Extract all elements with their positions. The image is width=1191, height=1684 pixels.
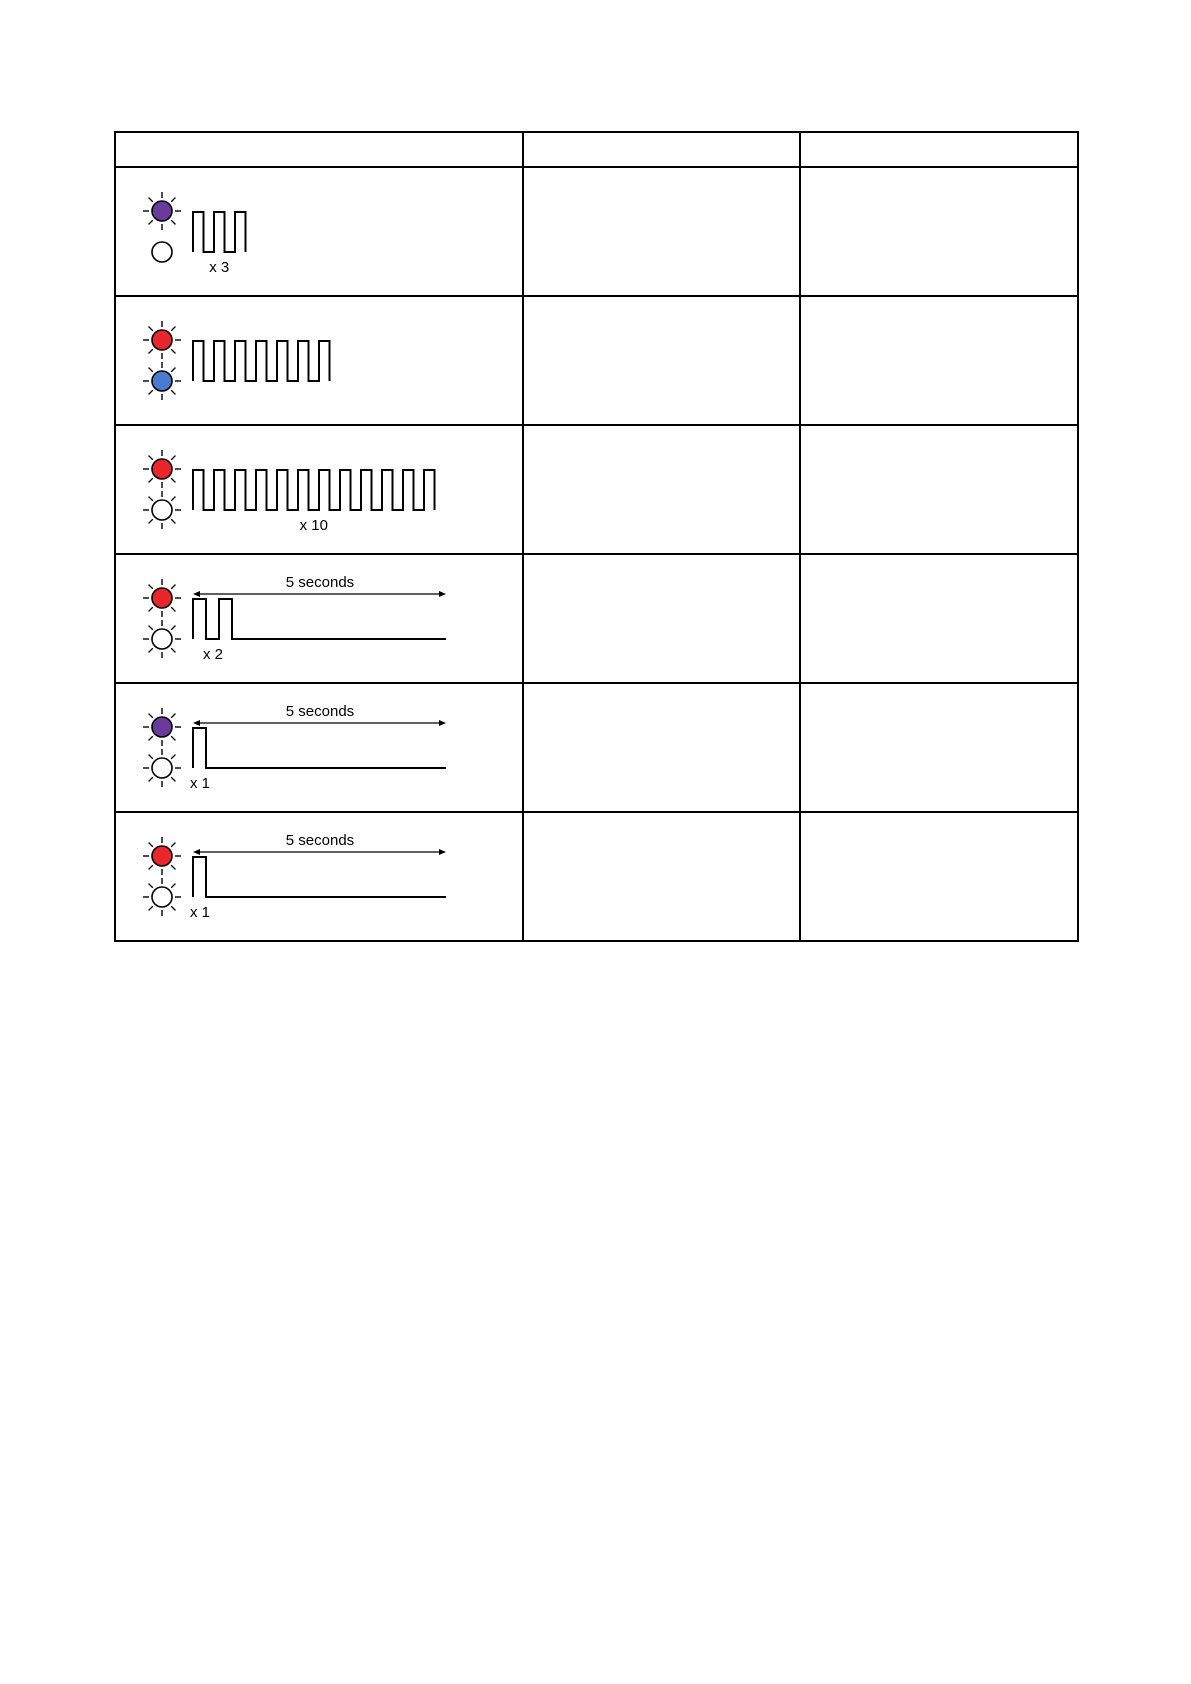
count-label: x 10: [299, 517, 328, 534]
header-cell-1: [115, 132, 523, 167]
pulse-waveform: [193, 599, 446, 639]
pattern-row: [115, 683, 1078, 812]
count-label: x 2: [202, 646, 224, 663]
led-top-icon: [143, 708, 181, 746]
led-bottom-icon: [143, 620, 181, 658]
arrow-right-head: [439, 591, 446, 597]
led-pattern-diagram: [116, 555, 524, 682]
led-bottom-icon: [143, 878, 181, 916]
pattern-row: [115, 425, 1078, 554]
led-bottom-icon: [143, 362, 181, 400]
arrow-right-head: [439, 849, 446, 855]
count-label: x 1: [189, 904, 211, 921]
pattern-cell: [115, 167, 523, 296]
pulse-waveform: [193, 212, 246, 252]
duration-label: 5 seconds: [285, 574, 355, 591]
table-body: [115, 132, 1078, 941]
action-cell: [800, 425, 1078, 554]
pattern-cell: [115, 554, 523, 683]
action-cell: [800, 296, 1078, 425]
action-cell: [800, 167, 1078, 296]
led-bottom-icon: [143, 491, 181, 529]
arrow-left-head: [193, 591, 200, 597]
pattern-cell: [115, 812, 523, 941]
pulse-waveform: [193, 728, 446, 768]
led-pattern-diagram: [116, 426, 524, 553]
action-cell: [800, 554, 1078, 683]
arrow-left-head: [193, 720, 200, 726]
arrow-left-head: [193, 849, 200, 855]
description-cell: [523, 812, 800, 941]
led-top-icon: [143, 321, 181, 359]
description-cell: [523, 425, 800, 554]
duration-label: 5 seconds: [285, 703, 355, 720]
led-pattern-diagram: [116, 297, 524, 424]
description-cell: [523, 296, 800, 425]
header-cell-3: [800, 132, 1078, 167]
description-cell: [523, 554, 800, 683]
pattern-cell: [115, 296, 523, 425]
pattern-row: [115, 296, 1078, 425]
pattern-cell: [115, 683, 523, 812]
action-cell: [800, 812, 1078, 941]
pattern-row: [115, 554, 1078, 683]
led-bottom-icon: [143, 749, 181, 787]
header-cell-2: [523, 132, 800, 167]
led-bottom-icon: [152, 242, 172, 262]
pulse-waveform: [193, 341, 330, 381]
description-cell: [523, 167, 800, 296]
pulse-waveform: [193, 470, 435, 510]
count-label: x 1: [189, 775, 211, 792]
pulse-waveform: [193, 857, 446, 897]
pattern-row: [115, 167, 1078, 296]
led-top-icon: [143, 837, 181, 875]
action-cell: [800, 683, 1078, 812]
duration-label: 5 seconds: [285, 832, 355, 849]
led-pattern-diagram: [116, 813, 524, 940]
led-top-icon: [143, 579, 181, 617]
arrow-right-head: [439, 720, 446, 726]
led-pattern-diagram: [116, 684, 524, 811]
pattern-cell: [115, 425, 523, 554]
count-label: x 3: [209, 259, 230, 276]
led-pattern-table: [114, 131, 1079, 942]
led-top-icon: [143, 450, 181, 488]
description-cell: [523, 683, 800, 812]
led-pattern-diagram: [116, 168, 524, 295]
led-top-icon: [143, 192, 181, 230]
pattern-row: [115, 812, 1078, 941]
header-row: [115, 132, 1078, 167]
